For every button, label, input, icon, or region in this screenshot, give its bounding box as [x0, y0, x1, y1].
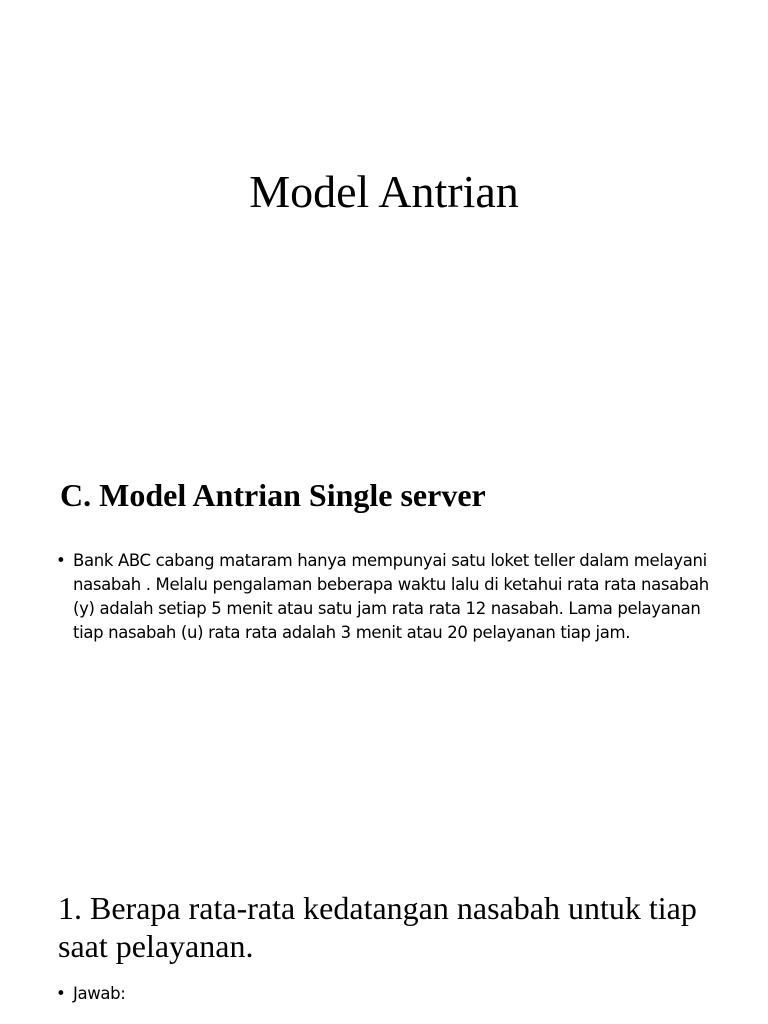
- bullet-icon: •: [56, 984, 66, 1003]
- slide-title: [0, 0, 768, 384]
- slide-title-text: Model Antrian: [249, 166, 519, 217]
- problem-text: Bank ABC cabang mataram hanya mempunyai satu loket teller dalam melayani nasabah . Melalu pengalaman beberapa waktu lalu di ketahui rata rata nasabah (y) adalah setiap 5 menit atau satu jam rata rata 12 nasabah. Lama pelayanan tiap nasabah (u) rata rata adalah 3 menit atau 20 pelayanan tiap jam.: [73, 551, 709, 642]
- question-heading: 1. Berapa rata-rata kedatangan nasabah untuk tiap saat pelayanan.: [58, 890, 697, 964]
- answer-label: Jawab:: [73, 984, 126, 1003]
- answer-item: [56, 982, 716, 1006]
- section-heading: C. Model Antrian Single server: [60, 477, 486, 513]
- bullet-icon: •: [56, 551, 66, 570]
- slide-content: [0, 384, 768, 1024]
- problem-list: [56, 549, 716, 645]
- problem-paragraph: [56, 549, 716, 645]
- answer-list: [56, 982, 716, 1006]
